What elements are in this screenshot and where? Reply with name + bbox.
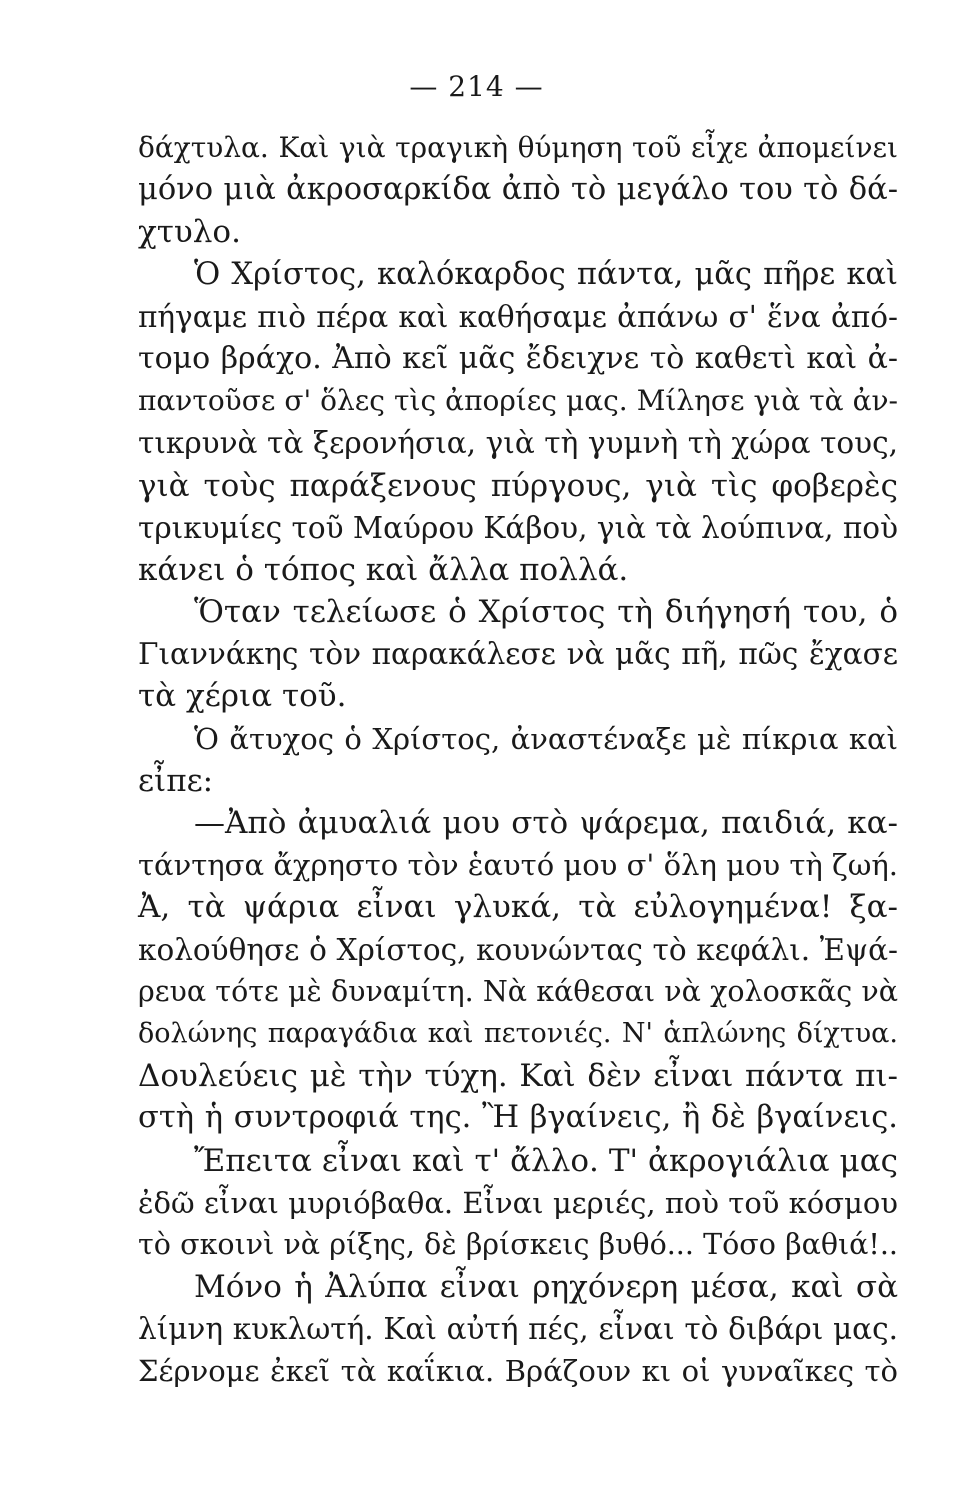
text-line: εἶπε: [138,762,214,799]
text-line: —Ἀπὸ ἀμυαλιά μου στὸ ψάρεμα, παιδιά, κα- [194,805,898,841]
text-line: Ὅταν τελείωσε ὁ Χρίστος τὴ διήγησή του, ὁ [194,594,898,631]
body-text [138,127,898,1393]
text-line: λίμνη κυκλωτή. Καὶ αὐτή πές, εἶναι τὸ διβάρι μας. [138,1312,898,1347]
text-line: τὰ χέρια τοῦ. [138,678,347,715]
text-line: τρικυμίες τοῦ Μαύρου Κάβου, γιὰ τὰ λούπινα, ποὺ [138,510,898,545]
text-line: ρευα τότε μὲ δυναμίτη. Νὰ κάθεσαι νὰ χολοσκᾶς νὰ [138,974,898,1008]
text-line: δάχτυλα. Καὶ γιὰ τραγικὴ θύμηση τοῦ εἶχε ἀπομείνει [138,131,898,164]
text-line: Γιαννάκης τὸν παρακάλεσε νὰ μᾶς πῆ, πῶς ἔχασε [138,637,898,672]
text-line: μόνο μιὰ ἀκροσαρκίδα ἀπὸ τὸ μεγάλο του τὸ δά- [138,172,898,208]
text-line: Δουλεύεις μὲ τὴν τύχη. Καὶ δὲν εἶναι πάντα πι- [138,1058,898,1095]
text-line: γιὰ τοὺς παράξενους πύργους, γιὰ τὶς φοβερὲς [138,467,898,504]
page-number: — 214 — [409,70,544,103]
text-line: παντοῦσε σ' ὅλες τὶς ἀπορίες μας. Μίλησε γιὰ τὰ ἀν- [138,384,898,418]
text-line: κολούθησε ὁ Χρίστος, κουνώντας τὸ κεφάλι. Ἐψά- [138,932,898,967]
text-line: τομο βράχο. Ἀπὸ κεῖ μᾶς ἔδειχνε τὸ καθετὶ καὶ ἀ- [138,340,898,376]
text-line: κάνει ὁ τόπος καὶ ἄλλα πολλά. [138,551,629,588]
text-line: δολώνης παραγάδια καὶ πετονιές. Ν' ἁπλώνης δίχτυα. [138,1017,898,1049]
text-line: Σέρνομε ἐκεῖ τὰ καΐκια. Βράζουν κι οἱ γυναῖκες τὸ [138,1354,898,1389]
text-line: Ὁ Χρίστος, καλόκαρδος πάντα, μᾶς πῆρε καὶ [194,256,898,292]
text-line: πήγαμε πιὸ πέρα καὶ καθήσαμε ἀπάνω σ' ἕνα ἀπό- [138,299,898,334]
text-line: Μόνο ἡ Ἀλύπα εἶναι ρηχόνερη μέσα, καὶ σὰ [194,1269,898,1306]
text-line: στὴ ἡ συντροφιά της. Ἢ βγαίνεις, ἢ δὲ βγαίνεις. [138,1100,898,1136]
text-line: τάντησα ἄχρηστο τὸν ἑαυτό μου σ' ὅλη μου τὴ ζωή. [138,848,898,883]
text-line: Ἔπειτα εἶναι καὶ τ' ἄλλο. Τ' ἀκρογιάλια μας [194,1142,898,1179]
text-line: χτυλο. [138,214,241,251]
text-line: ἐδῶ εἶναι μυριόβαθα. Εἶναι μεριές, ποὺ τοῦ κόσμου [138,1185,898,1220]
text-line: Ὁ ἄτυχος ὁ Χρίστος, ἀναστέναξε μὲ πίκρια καὶ [194,721,898,756]
text-line: Ἀ, τὰ ψάρια εἶναι γλυκά, τὰ εὐλογημένα! ξα- [138,889,898,926]
text-line: τὸ σκοινὶ νὰ ρίξης, δὲ βρίσκεις βυθό... Τόσο βαθιά!.. [138,1227,898,1261]
text-line: τικρυνὰ τὰ ξερονήσια, γιὰ τὴ γυμνὴ τὴ χώρα τους, [138,426,898,461]
